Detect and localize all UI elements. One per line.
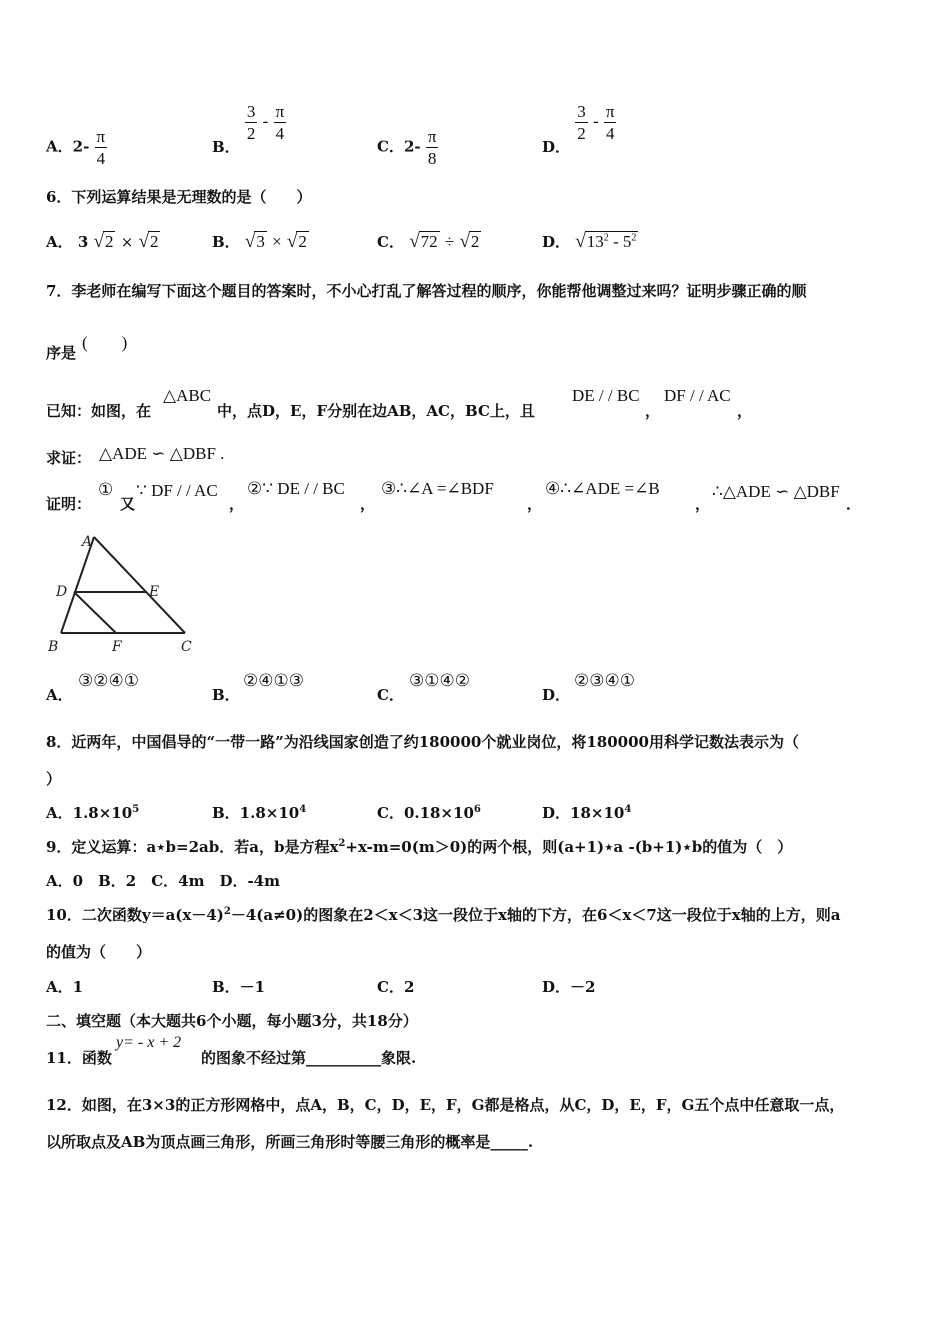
q10-stem-line1: 10．二次函数$y=a(x-4)^2-4(a\ne 0)$的图象在2＜x＜3这一段位于x轴的下方，在6＜x＜7这一段位于x轴的上方，则a xyxy=(46,906,841,924)
q7-answer-blank: ( ) xyxy=(82,333,128,352)
q5-d-fraction-1: $\frac{3}{2}$ xyxy=(577,102,586,143)
q10-option-d[interactable]: D．－2 xyxy=(542,978,596,996)
q10-option-c[interactable]: C．2 xyxy=(377,978,415,996)
q5-option-b[interactable]: B． $\frac{3}{2}$ - $\frac{\pi}{4}$ xyxy=(212,102,285,156)
q5-b-fraction-2: $\frac{\pi}{4}$ xyxy=(275,102,285,143)
q10-option-a[interactable]: A．1 xyxy=(46,978,84,996)
q12-line1: 12．如图，在3×3的正方形网格中，点A，B，C，D，E，F，G都是格点，从C，D，E，F，G五个点中任意取一点， xyxy=(46,1096,845,1114)
q7-comma-1: ， xyxy=(645,402,661,420)
fig-label-b: B xyxy=(48,639,59,655)
section-2-heading: 二、填空题（本大题共6个小题，每小题3分，共18分） xyxy=(46,1012,418,1030)
fig-label-d: D xyxy=(56,584,68,600)
fig-label-e: E xyxy=(149,584,160,600)
q5-d-fraction-2: $\frac{\pi}{4}$ xyxy=(605,102,615,143)
q7-condition-1: DE / / BC xyxy=(572,386,640,405)
q7-prove-expr: △ADE ∽ △DBF . xyxy=(99,444,225,463)
q5-b-fraction-1: $\frac{3}{2}$ xyxy=(246,102,256,143)
q6-option-c[interactable]: C． √72 ÷ √2 xyxy=(377,231,480,252)
fig-label-a: A xyxy=(82,534,93,550)
q5-option-c[interactable]: C．2- $\frac{\pi}{8}$ xyxy=(377,127,437,168)
q7-known-mid: 中，点D，E，F分别在边AB，AC，BC上，且 xyxy=(217,402,535,420)
q8-option-b[interactable]: B．$1.8\times 10^4$ xyxy=(212,804,307,822)
q7-condition-2: DF / / AC xyxy=(664,386,731,405)
q7-option-d-label[interactable]: D． xyxy=(542,686,571,704)
fig-side-ac xyxy=(94,537,185,633)
q7-step-4: ④∴∠ADE =∠B xyxy=(545,479,660,498)
q7-known-prefix: 已知：如图，在 xyxy=(46,402,152,420)
q8-option-c[interactable]: C．$0.18\times 10^6$ xyxy=(377,804,481,822)
q7-option-b-value: ②④①③ xyxy=(243,671,304,690)
q7-option-a-label[interactable]: A． xyxy=(46,686,73,704)
q7-comma-3: ， xyxy=(229,495,245,513)
q12-line2: 以所取点及AB为顶点画三角形，所画三角形时等腰三角形的概率是_____. xyxy=(46,1133,534,1151)
q7-step-3: ③∴∠A =∠BDF xyxy=(381,479,494,498)
q11-prefix: 11．函数 xyxy=(46,1049,112,1067)
q7-comma-6: ， xyxy=(695,495,711,513)
q7-stem-line1: 7．李老师在编写下面这个题目的答案时，不小心打乱了解答过程的顺序，你能帮他调整过来吗？证明步骤正确的顺 xyxy=(46,282,807,300)
q7-proof-label: 证明： xyxy=(46,495,92,513)
q7-comma-4: ， xyxy=(360,495,376,513)
q11-suffix: 的图象不经过第__________象限. xyxy=(201,1049,417,1067)
q8-option-d[interactable]: D．$18\times 10^4$ xyxy=(542,804,632,822)
q6-option-b[interactable]: B． √3 × √2 xyxy=(212,231,307,252)
q10-stem-line2: 的值为（ ） xyxy=(46,943,152,961)
fig-label-c: C xyxy=(181,639,192,655)
q5-option-d[interactable]: D． $\frac{3}{2}$ - $\frac{\pi}{4}$ xyxy=(542,102,615,156)
q7-option-d-value: ②③④① xyxy=(574,671,635,690)
fig-label-f: F xyxy=(112,639,122,655)
q9-stem: 9．定义运算：a⋆b=2ab．若a，b是方程$x^2+x-m=0(m>0)$的两个根，则(a+1)⋆a -(b+1)⋆b的值为（ ） xyxy=(46,838,793,856)
q7-period: ． xyxy=(846,495,862,513)
fig-segment-df xyxy=(74,592,116,633)
q8-option-a[interactable]: A．$1.8\times 10^5$ xyxy=(46,804,140,822)
q11-function: y= - x + 2 xyxy=(116,1034,182,1051)
q7-triangle-abc: △ABC xyxy=(163,386,212,405)
q5-option-a[interactable]: A．2- $\frac{\pi}{4}$ xyxy=(46,127,106,168)
q7-conclusion: ∴△ADE ∽ △DBF xyxy=(712,482,840,501)
q7-prove-label: 求证： xyxy=(46,449,92,467)
q8-stem-line2: ） xyxy=(46,770,62,788)
q7-triangle-figure xyxy=(44,530,204,660)
q6-option-d[interactable]: D． $√13^2 - 5^2$ xyxy=(542,231,637,252)
q7-option-c-value: ③①④② xyxy=(409,671,470,690)
q7-step-2: ②∵ DE / / BC xyxy=(247,479,345,498)
q5-c-fraction: $\frac{\pi}{8}$ xyxy=(427,127,437,168)
q7-option-b-label[interactable]: B． xyxy=(212,686,240,704)
q9-options[interactable]: A．0 B．2 C．4m D．-4m xyxy=(46,872,280,890)
q8-stem-line1: 8．近两年，中国倡导的“一带一路”为沿线国家创造了约180000个就业岗位，将180000用科学记数法表示为（ xyxy=(46,733,799,751)
q6-option-a[interactable]: A． 3 √2 × √2 xyxy=(46,231,159,252)
q10-option-b[interactable]: B．－1 xyxy=(212,978,266,996)
q7-comma-5: ， xyxy=(527,495,543,513)
q7-step-1: ∵ DF / / AC xyxy=(136,481,218,500)
q7-step-1-you: 又 xyxy=(120,495,136,513)
q7-step-1-num: ① xyxy=(98,480,114,499)
q7-stem-line2: 序是 xyxy=(46,344,77,362)
q6-stem: 6．下列运算结果是无理数的是（ ） xyxy=(46,188,312,206)
q7-comma-2: ， xyxy=(737,402,753,420)
q5-a-fraction: $\frac{\pi}{4}$ xyxy=(96,127,106,168)
q7-option-c-label[interactable]: C． xyxy=(377,686,404,704)
q7-option-a-value: ③②④① xyxy=(78,671,139,690)
